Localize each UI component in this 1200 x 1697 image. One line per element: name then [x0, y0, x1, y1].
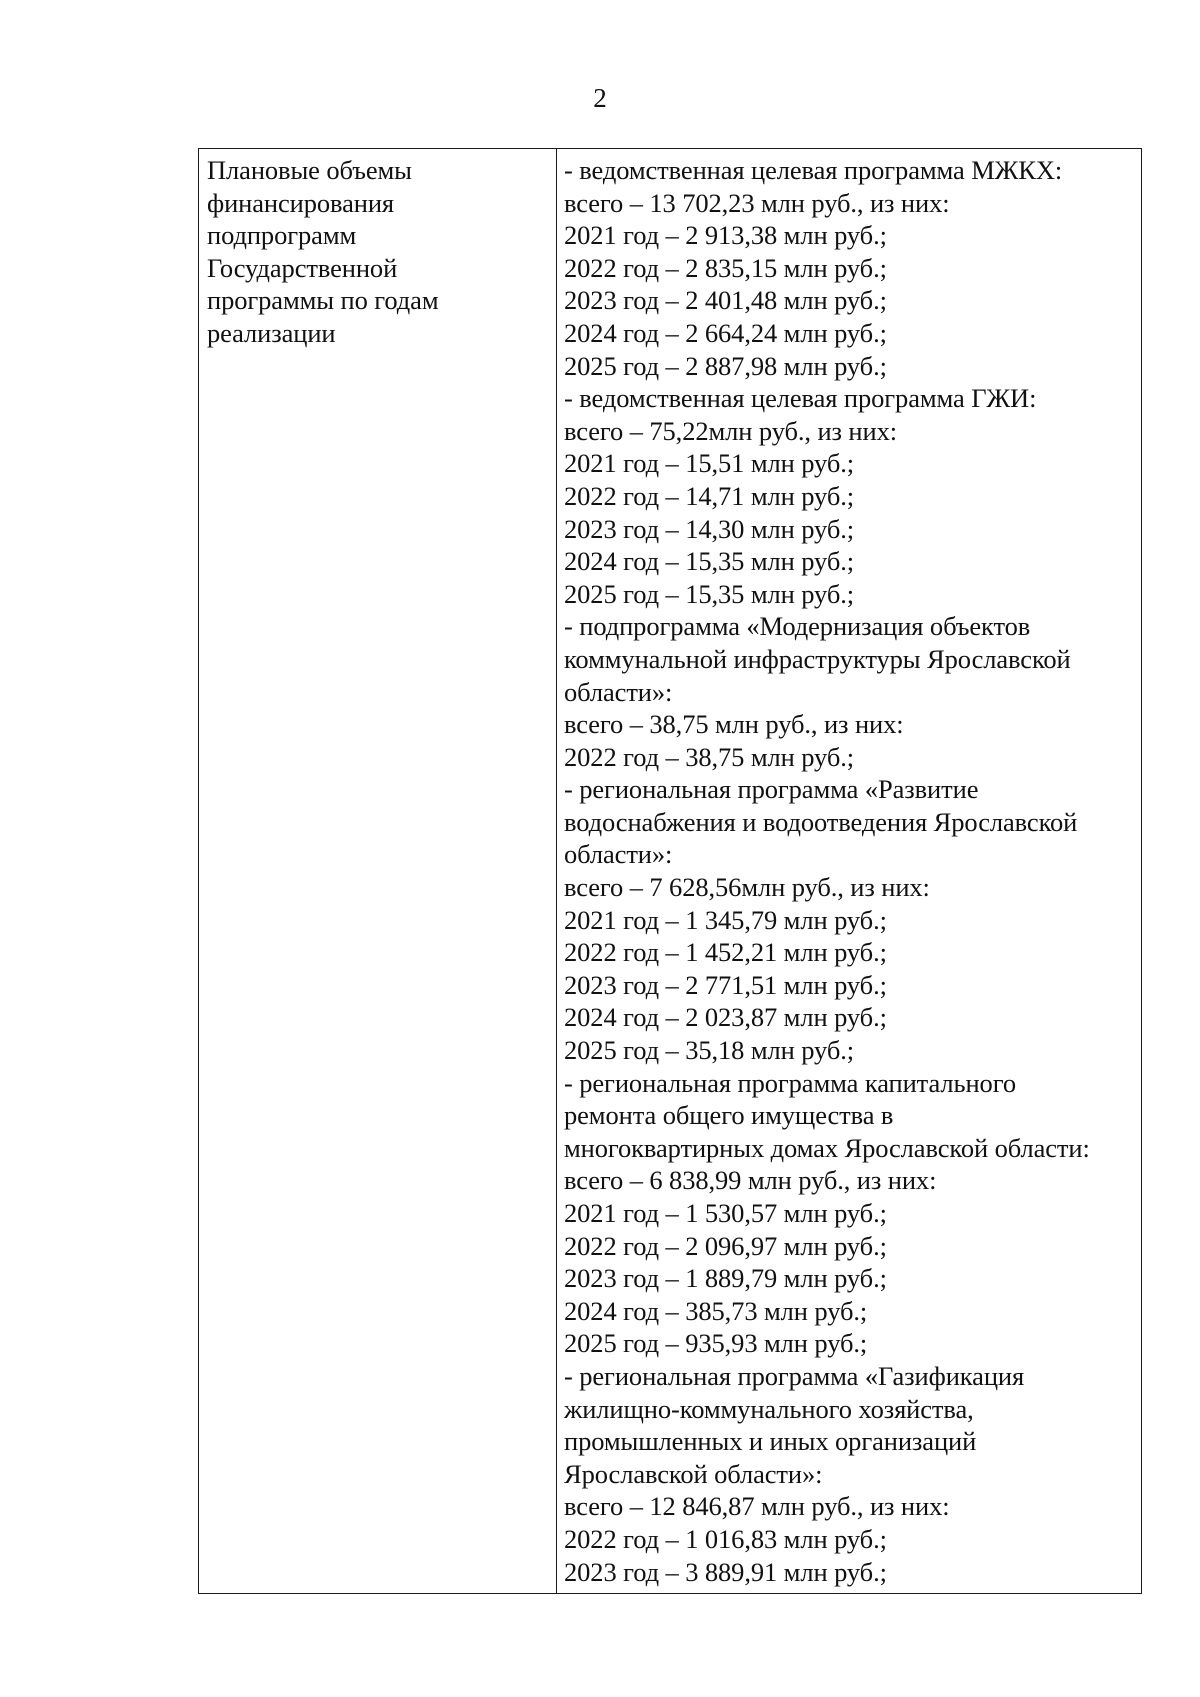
value-text-line: 2021 год – 1 345,79 млн руб.; [564, 904, 887, 935]
value-text-line: всего – 13 702,23 млн руб., из них: [564, 187, 950, 218]
value-text-line: всего – 38,75 млн руб., из них: [564, 709, 904, 740]
label-text-line: программы по годам [207, 285, 439, 316]
value-text-line: 2023 год – 2 771,51 млн руб.; [564, 969, 887, 1000]
value-text-line: 2025 год – 15,35 млн руб.; [564, 578, 855, 609]
table-label-cell [199, 149, 557, 1593]
value-text-line: 2022 год – 2 096,97 млн руб.; [564, 1230, 887, 1261]
value-text-line: 2022 год – 1 452,21 млн руб.; [564, 937, 887, 968]
value-text-line: 2024 год – 2 023,87 млн руб.; [564, 1002, 887, 1033]
value-text-line: ремонта общего имущества в [564, 1100, 894, 1131]
value-text-line: многоквартирных домах Ярославской области: [564, 1132, 1090, 1163]
value-text-line: 2024 год – 385,73 млн руб.; [564, 1295, 868, 1326]
value-text-line: - подпрограмма «Модернизация объектов [564, 611, 1031, 642]
value-text-line: 2023 год – 3 889,91 млн руб.; [564, 1556, 887, 1587]
value-text-line: - ведомственная целевая программа МЖКХ: [564, 155, 1063, 185]
value-text-line: 2023 год – 1 889,79 млн руб.; [564, 1263, 887, 1294]
value-text-line: промышленных и иных организаций [564, 1426, 977, 1457]
value-text-line: всего – 7 628,56млн руб., из них: [564, 872, 930, 903]
table-value-cell [557, 149, 1141, 1593]
value-text-line: всего – 75,22млн руб., из них: [564, 415, 897, 446]
value-text-line: 2022 год – 1 016,83 млн руб.; [564, 1523, 887, 1554]
value-text-line: 2021 год – 15,51 млн руб.; [564, 448, 855, 479]
value-text-line: всего – 6 838,99 млн руб., из них: [564, 1165, 937, 1196]
value-text-line: - ведомственная целевая программа ГЖИ: [564, 383, 1037, 414]
value-text-line: 2024 год – 15,35 млн руб.; [564, 546, 855, 577]
value-text-line: жилищно-коммунального хозяйства, [564, 1393, 974, 1424]
value-text-line: 2024 год – 2 664,24 млн руб.; [564, 317, 887, 348]
label-text-line: Государственной [207, 252, 398, 283]
page-number: 2 [593, 83, 607, 113]
value-text-line: 2025 год – 35,18 млн руб.; [564, 1035, 855, 1066]
value-text-line: Ярославской области»: [564, 1458, 823, 1489]
value-text-line: 2025 год – 2 887,98 млн руб.; [564, 350, 887, 381]
value-text-line: 2022 год – 2 835,15 млн руб.; [564, 252, 887, 283]
value-text-line: - региональная программа «Газификация [564, 1360, 1025, 1391]
value-text-line: всего – 12 846,87 млн руб., из них: [564, 1491, 950, 1522]
value-text-line: 2021 год – 1 530,57 млн руб.; [564, 1198, 887, 1228]
financing-table [198, 148, 1142, 1594]
value-text-line: коммунальной инфраструктуры Ярославской [564, 643, 1071, 674]
value-text-line: водоснабжения и водоотведения Ярославской [564, 806, 1078, 837]
value-text-line: - региональная программа капитального [564, 1067, 1016, 1098]
value-text-line: 2022 год – 14,71 млн руб.; [564, 480, 855, 511]
label-text-line: реализации [207, 317, 336, 348]
value-text-line: 2021 год – 2 913,38 млн руб.; [564, 220, 887, 251]
value-text-line: области»: [564, 676, 673, 707]
value-text-line: 2023 год – 2 401,48 млн руб.; [564, 285, 887, 316]
value-text-line: области»: [564, 839, 673, 870]
value-text-line: 2025 год – 935,93 млн руб.; [564, 1328, 868, 1359]
value-text-line: - региональная программа «Развитие [564, 774, 979, 805]
label-text-line: Плановые объемы [207, 155, 412, 185]
value-text-line: 2022 год – 38,75 млн руб.; [564, 741, 855, 772]
label-text-line: подпрограмм [207, 220, 357, 251]
label-text-line: финансирования [207, 187, 394, 218]
value-text-line: 2023 год – 14,30 млн руб.; [564, 513, 855, 544]
